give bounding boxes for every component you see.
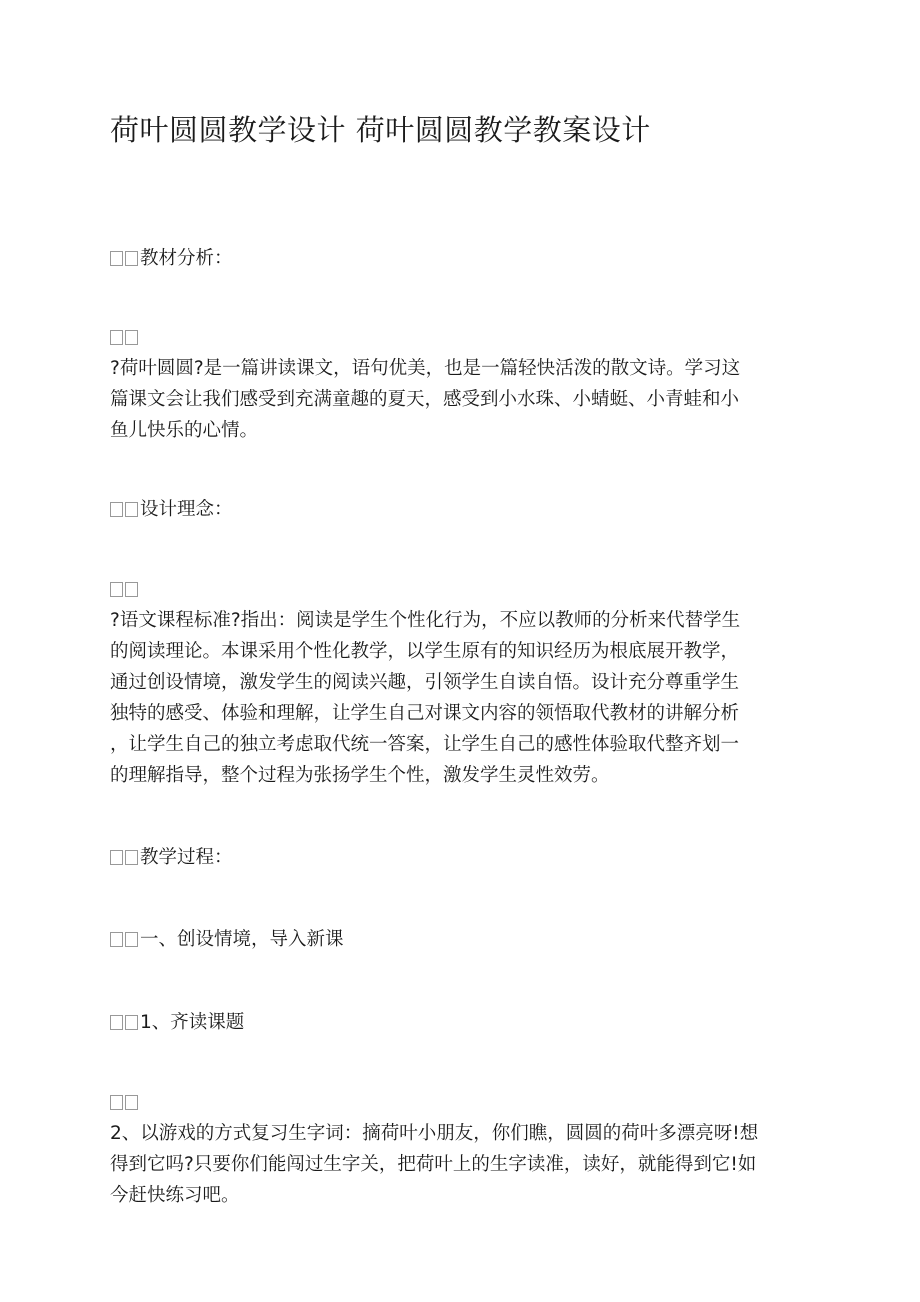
missing-glyph-icon (110, 582, 123, 597)
missing-glyph-icon (125, 502, 138, 517)
heading-text: 一、创设情境，导入新课 (140, 929, 344, 950)
paragraph-line: 独特的感受、体验和理解，让学生自己对课文内容的领悟取代教材的讲解分析 (110, 703, 740, 724)
section-heading-teaching-process (110, 842, 810, 873)
missing-glyph-icon (125, 1015, 138, 1030)
paragraph-line: 的阅读理论。本课采用个性化教学，以学生原有的知识经历为根底展开教学， (110, 641, 740, 662)
missing-glyph-icon (110, 932, 123, 947)
missing-glyph-icon (110, 251, 123, 266)
missing-glyph-icon (110, 502, 123, 517)
missing-glyph-icon (125, 582, 138, 597)
paragraph-marker (110, 574, 810, 605)
step-heading-create-scene (110, 924, 810, 955)
paragraph-line: ，让学生自己的独立考虑取代统一答案，让学生自己的感性体验取代整齐划一 (110, 734, 740, 755)
missing-glyph-icon (110, 1095, 123, 1110)
step-heading-read-title (110, 1007, 810, 1038)
missing-glyph-icon (125, 251, 138, 266)
missing-glyph-icon (125, 850, 138, 865)
paragraph-review-game (110, 1087, 810, 1211)
section-heading-textbook-analysis (110, 243, 810, 274)
missing-glyph-icon (110, 1015, 123, 1030)
paragraph-line: 鱼儿快乐的心情。 (110, 420, 259, 441)
document-title: 荷叶圆圆教学设计 荷叶圆圆教学教案设计 (110, 113, 651, 147)
paragraph-line: ?荷叶圆圆?是一篇讲读课文，语句优美，也是一篇轻快活泼的散文诗。学习这 (110, 358, 741, 379)
missing-glyph-icon (110, 850, 123, 865)
paragraph-design-concept (110, 574, 810, 791)
missing-glyph-icon (110, 330, 123, 345)
paragraph-textbook-analysis (110, 322, 810, 446)
paragraph-line: 得到它吗?只要你们能闯过生字关，把荷叶上的生字读准，读好，就能得到它!如 (110, 1154, 757, 1175)
paragraph-line: 篇课文会让我们感受到充满童趣的夏天，感受到小水珠、小蜻蜓、小青蛙和小 (110, 389, 740, 410)
paragraph-marker (110, 322, 810, 353)
paragraph-line: ?语文课程标准?指出：阅读是学生个性化行为，不应以教师的分析来代替学生 (110, 610, 741, 631)
heading-text: 1、齐读课题 (140, 1012, 245, 1033)
paragraph-line: 的理解指导，整个过程为张扬学生个性，激发学生灵性效劳。 (110, 765, 610, 786)
paragraph-line: 今赶快练习吧。 (110, 1185, 240, 1206)
heading-text: 设计理念： (140, 499, 233, 520)
paragraph-line: 通过创设情境，激发学生的阅读兴趣，引领学生自读自悟。设计充分尊重学生 (110, 672, 740, 693)
section-heading-design-concept (110, 494, 810, 525)
heading-text: 教材分析： (140, 248, 233, 269)
missing-glyph-icon (125, 932, 138, 947)
missing-glyph-icon (125, 1095, 138, 1110)
heading-text: 教学过程： (140, 847, 233, 868)
paragraph-line: 2、以游戏的方式复习生字词：摘荷叶小朋友，你们瞧，圆圆的荷叶多漂亮呀!想 (110, 1123, 759, 1144)
paragraph-marker (110, 1087, 810, 1118)
missing-glyph-icon (125, 330, 138, 345)
